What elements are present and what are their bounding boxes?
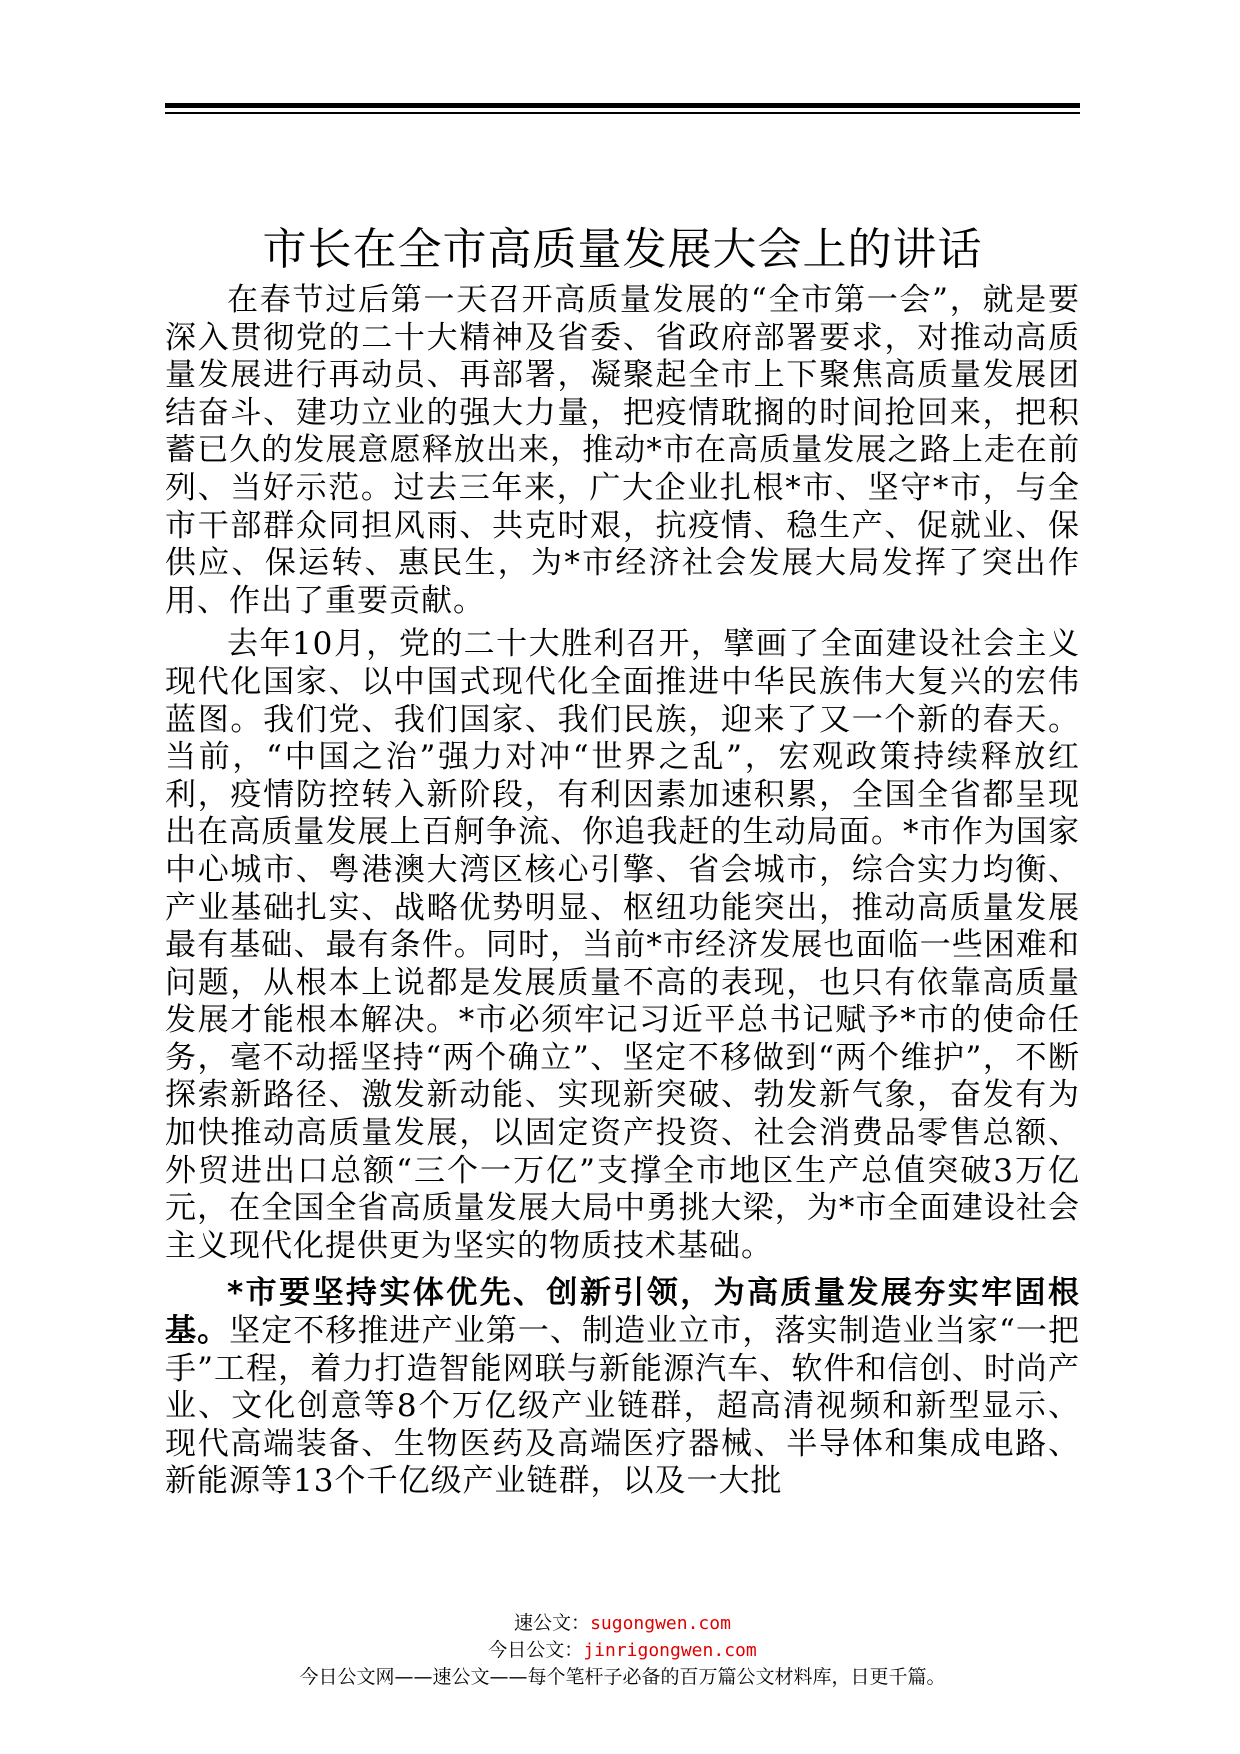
footer-label-1: 速公文： (514, 1612, 591, 1634)
header-rule-thin (165, 112, 1080, 114)
paragraph-2: 去年10月，党的二十大胜利召开，擘画了全面建设社会主义现代化国家、以中国式现代化全面推进中华民族伟大复兴的宏伟蓝图。我们党、我们国家、我们民族，迎来了又一个新的春天。当前，“中国之治”强力对冲“世界之乱”，宏观政策持续释放红利，疫情防控转入新阶段，有利因素加速积累，全国全省都呈现出在高质量发展上百舸争流、你追我赶的生动局面。*市作为国家中心城市、粤港澳大湾区核心引擎、省会城市，综合实力均衡、产业基础扎实、战略优势明显、枢纽功能突出，推动高质量发展最有基础、最有条件。同时，当前*市经济发展也面临一些困难和问题，从根本上说都是发展质量不高的表现，也只有依靠高质量发展才能根本解决。*市必须牢记习近平总书记赋予*市的使命任务，毫不动摇坚持“两个确立”、坚定不移做到“两个维护”，不断探索新路径、激发新动能、实现新突破、勃发新气象，奋发有为加快推动高质量发展，以固定资产投资、社会消费品零售总额、外贸进出口总额“三个一万亿”支撑全市地区生产总值突破3万亿元，在全国全省高质量发展大局中勇挑大梁，为*市全面建设社会主义现代化提供更为坚实的物质技术基础。 (165, 626, 1080, 1264)
footer-link-sugongwen[interactable]: sugongwen.com (590, 1613, 731, 1634)
footer-line-2 (165, 1637, 1080, 1664)
paragraph-3 (165, 1275, 1080, 1501)
footer (165, 1610, 1080, 1691)
footer-line-1 (165, 1610, 1080, 1637)
footer-link-jinrigongwen[interactable]: jinrigongwen.com (583, 1640, 757, 1661)
document-body (165, 282, 1080, 1501)
section-text: 坚定不移推进产业第一、制造业立市，落实制造业当家“一把手”工程，着力打造智能网联与新能源汽车、软件和信创、时尚产业、文化创意等8个万亿级产业链群，超高清视频和新型显示、现代高端装备、生物医药及高端医疗器械、半导体和集成电路、新能源等13个千亿级产业链群，以及一大批 (165, 1313, 1080, 1500)
section-heading: *市要坚持实体优先、创新引领，为高质量发展夯实牢固根基。 (165, 1275, 1080, 1350)
footer-tagline: 今日公文网——速公文——每个笔杆子必备的百万篇公文材料库，日更千篇。 (299, 1666, 946, 1688)
document-title: 市长在全市高质量发展大会上的讲话 (262, 224, 983, 275)
header-rule-thick (165, 103, 1080, 108)
footer-label-2: 今日公文： (488, 1639, 584, 1661)
paragraph-1: 在春节过后第一天召开高质量发展的“全市第一会”，就是要深入贯彻党的二十大精神及省委、省政府部署要求，对推动高质量发展进行再动员、再部署，凝聚起全市上下聚焦高质量发展团结奋斗、建功立业的强大力量，把疫情耽搁的时间抢回来，把积蓄已久的发展意愿释放出来，推动*市在高质量发展之路上走在前列、当好示范。过去三年来，广大企业扎根*市、坚守*市，与全市干部群众同担风雨、共克时艰，抗疫情、稳生产、促就业、保供应、保运转、惠民生，为*市经济社会发展大局发挥了突出作用、作出了重要贡献。 (165, 282, 1080, 619)
